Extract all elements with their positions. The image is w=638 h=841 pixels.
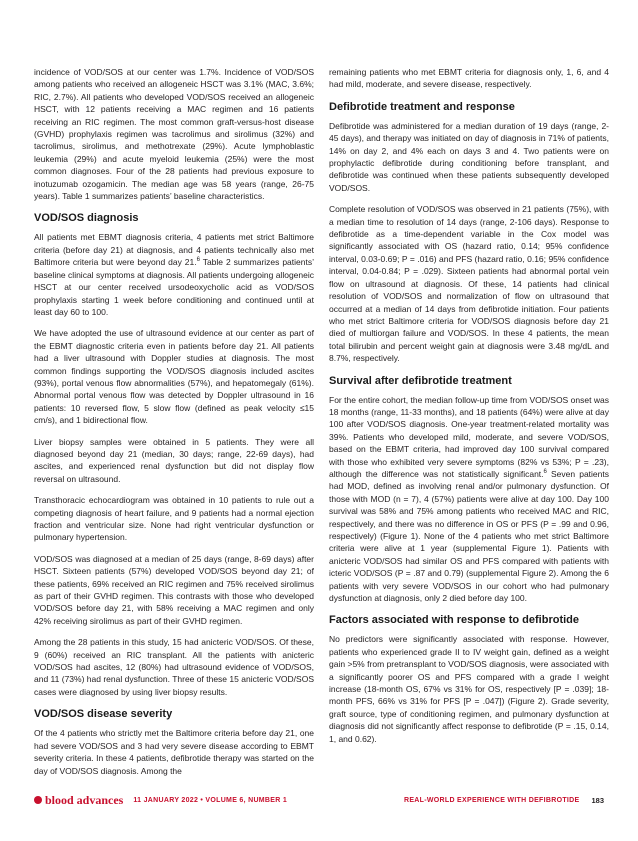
blood-drop-icon xyxy=(34,796,42,804)
paragraph: Transthoracic echocardiogram was obtained in 10 patients to rule out a competing diagnosis of heart failure, and 9 patients had a normal ejection fraction and ventricular size. None had right ventricular dysfunction or pulmonary hypertension. xyxy=(34,495,314,543)
section-heading-survival: Survival after defibrotide treatment xyxy=(329,374,512,387)
paragraph: remaining patients who met EBMT criteria for diagnosis only, 1, 6, and 4 had mild, moderate, and severe disease, respectively. xyxy=(329,67,609,90)
paragraph: We have adopted the use of ultrasound evidence at our center as part of the EBMT diagnostic criteria even in patients before day 21. All patients had a liver ultrasound with Doppler studies at diagnosis. The most common findings supporting the VOD/SOS diagnosis included ascites (93%), portal venous flow abnormalities (57%), and hepatomegaly (61%). Abnormal portal venous flow was detected by Doppler ultrasound in 16 patients: 10 reversed flow, 5 slow flow (defined as peak velocity ≤15 cm/s), and 1 bidirectional flow. xyxy=(34,328,314,426)
right-column xyxy=(329,66,609,754)
page-footer xyxy=(34,792,604,808)
paragraph-text: Seven patients had MOD, defined as involving renal and/or pulmonary dysfunction. Of those with MOD (n = 7), 4 (57%) patients were alive at day 100. Day 100 survival was 58% and 75% among patients who received MAC and RIC, respectively, and there was no difference in OS or PFS (P = .99 and 0.96, respectively) (Figure 1). None of the 4 patients who met strict Baltimore criteria were alive at 1 year (supplemental Figure 1). Patients with anicteric VOD/SOS had similar OS and PFS compared with patients with icteric VOD/SOS (P = .87 and 0.79) (supplemental Figure 2). Among the 6 patients with very severe VOD/SOS in our cohort who had pulmonary dysfunction at diagnosis, only 2 died before day 100. xyxy=(329,468,609,604)
paragraph: Among the 28 patients in this study, 15 had anicteric VOD/SOS. Of these, 9 (60%) received an RIC transplant. All the patients with anicteric VOD/SOS had ascites, 12 (80%) had ultrasound evidence of VOD/SOS, and 11 (73%) had renal dysfunction. Three of these 15 anicteric VOD/SOS cases were diagnosed by using liver biopsy results. xyxy=(34,637,314,697)
paragraph xyxy=(34,231,314,318)
running-title: REAL-WORLD EXPERIENCE WITH DEFIBROTIDE xyxy=(403,796,580,804)
paragraph-text: For the entire cohort, the median follow-up time from VOD/SOS onset was 18 months (range, 11-33 months), and 18 patients (64%) were alive at day 100 after VOD/SOS diagnosis. One-year treatment-related mortality was 39%. Patients who developed mild, moderate, and severe VOD/SOS, based on the EBMT criteria, had improved day 100 survival compared with those who exhibited very severe symptoms (82% vs 53%; P = .23), although the difference was not statistically significant. xyxy=(329,394,609,479)
issue-info: 11 JANUARY 2022 • VOLUME 6, NUMBER 1 xyxy=(133,796,288,804)
reference-marker: 6 xyxy=(543,469,547,476)
paragraph: No predictors were significantly associated with response. However, patients who experienced grade II to IV weight gain, defined as a weight gain >5% from pretransplant to VOD/SOS diagnosis, were associated with a significantly poorer OS and PFS compared with a grade I weight increase (18-month OS, 67% vs 31% for OS, respectively [P = .039]; 18-month PFS, 66% vs 31% for PFS [P = .047]) (Figure 2). Grade severity, graft source, type of conditioning regimen, and pulmonary dysfunction at diagnosis did not significantly affect response to defibrotide (P = .15, 0.14, 1, and 0.62). xyxy=(329,634,609,744)
left-column xyxy=(34,66,314,786)
reference-marker: 6 xyxy=(196,257,200,264)
paragraph: Defibrotide was administered for a median duration of 19 days (range, 2-45 days), and therapy was initiated on day of diagnosis in 71% of patients, 14% on day 2, and 4% each on days 3 and 4. Two patients were on prophylactic defibrotide during conditioning before transplant, and defibrotide was continued when these patients subsequently developed VOD/SOS. xyxy=(329,120,609,193)
section-heading-treatment: Defibrotide treatment and response xyxy=(329,100,515,113)
paragraph-text: Table 2 summarizes patients’ baseline clinical symptoms at diagnosis. All patients undergoing allogeneic HSCT at our center received ursodeoxycholic acid as VOD/SOS prophylaxis starting 1 week before conditioning and continued until at least day 60 to 100. xyxy=(34,257,314,317)
paragraph: incidence of VOD/SOS at our center was 1.7%. Incidence of VOD/SOS among patients who received an allogeneic HSCT was 3.1% (MAC, 3.6%; RIC, 2.7%). All patients who developed VOD/SOS received an allogeneic HSCT, with 12 patients receiving a MAC regimen and 16 patients receiving an RIC regimen. The most common graft-versus-host disease (GVHD) prophylaxis regimen was tacrolimus and sirolimus (32%) and tacrolimus, sirolimus, and methotrexate (29%). Acute lymphoblastic leukemia (29%) and acute myeloid leukemia (25%) were the most common diagnoses. Four of the 28 patients had previous exposure to inotuzumab ozogamicin. The median age was 58 years (range, 26-75 years). Table 1 summarizes patients’ baseline characteristics. xyxy=(34,67,314,202)
paragraph-text: All patients met EBMT diagnosis criteria, 4 patients met strict Baltimore criteria (before day 21) at diagnosis, and 4 patients technically also met Baltimore criteria but were beyond day 21. xyxy=(34,232,314,268)
page-number: 183 xyxy=(591,795,604,805)
journal-name: blood advances xyxy=(45,792,124,807)
paragraph: VOD/SOS was diagnosed at a median of 25 days (range, 8-69 days) after HSCT. Sixteen patients (57%) developed VOD/SOS beyond day 21; of these patients, 69% received an RIC regimen and 75% received sirolimus as part of their GVHD regimen. This contrasts with those who developed VOD/SOS before day 21, with 58% receiving a MAC regimen and only 42% receiving sirolimus as part of their GVHD regimen. xyxy=(34,553,314,626)
paragraph: Of the 4 patients who strictly met the Baltimore criteria before day 21, one had severe VOD/SOS and 3 had very severe disease according to EBMT severity criteria. In these 4 patients, defibrotide therapy was started on the day of VOD/SOS diagnosis. Among the xyxy=(34,728,314,776)
paragraph xyxy=(329,394,609,605)
section-heading-factors: Factors associated with response to defibrotide xyxy=(329,614,579,627)
paragraph: Complete resolution of VOD/SOS was observed in 21 patients (75%), with a median time to resolution of 14 days (range, 2-106 days). Response to defibrotide as a time-dependent variable in the Cox model was significantly associated with OS (hazard ratio, 0.14; 95% confidence interval, 0.03-0.69; P = .016) and PFS (hazard ratio, 0.16; 95% confidence interval, 0.04-0.84; P = .029). Sixteen patients had abnormal portal vein flow on ultrasound at diagnosis. Of these, 14 patients had clinical resolution of VOD/SOS and normalization of flow on ultrasound that occurred at a median of 14 days from defibrotide initiation. Four patients who met strict Baltimore criteria for VOD/SOS diagnosis before day 21 died of multiorgan failure and VOD/SOS. In these 4 patients, the mean total bilirubin and percent weight gain at diagnosis were 3.48 mg/dL and 8.7%, respectively. xyxy=(329,204,609,364)
section-heading-severity: VOD/SOS disease severity xyxy=(34,708,173,721)
journal-logo xyxy=(34,793,133,808)
section-heading-diagnosis: VOD/SOS diagnosis xyxy=(34,212,139,225)
paragraph: Liver biopsy samples were obtained in 5 patients. They were all diagnosed beyond day 21 (median, 30 days; range, 22-69 days), had ascites, and experienced renal dysfunction but did not display flow reversal on ultrasound. xyxy=(34,436,314,484)
